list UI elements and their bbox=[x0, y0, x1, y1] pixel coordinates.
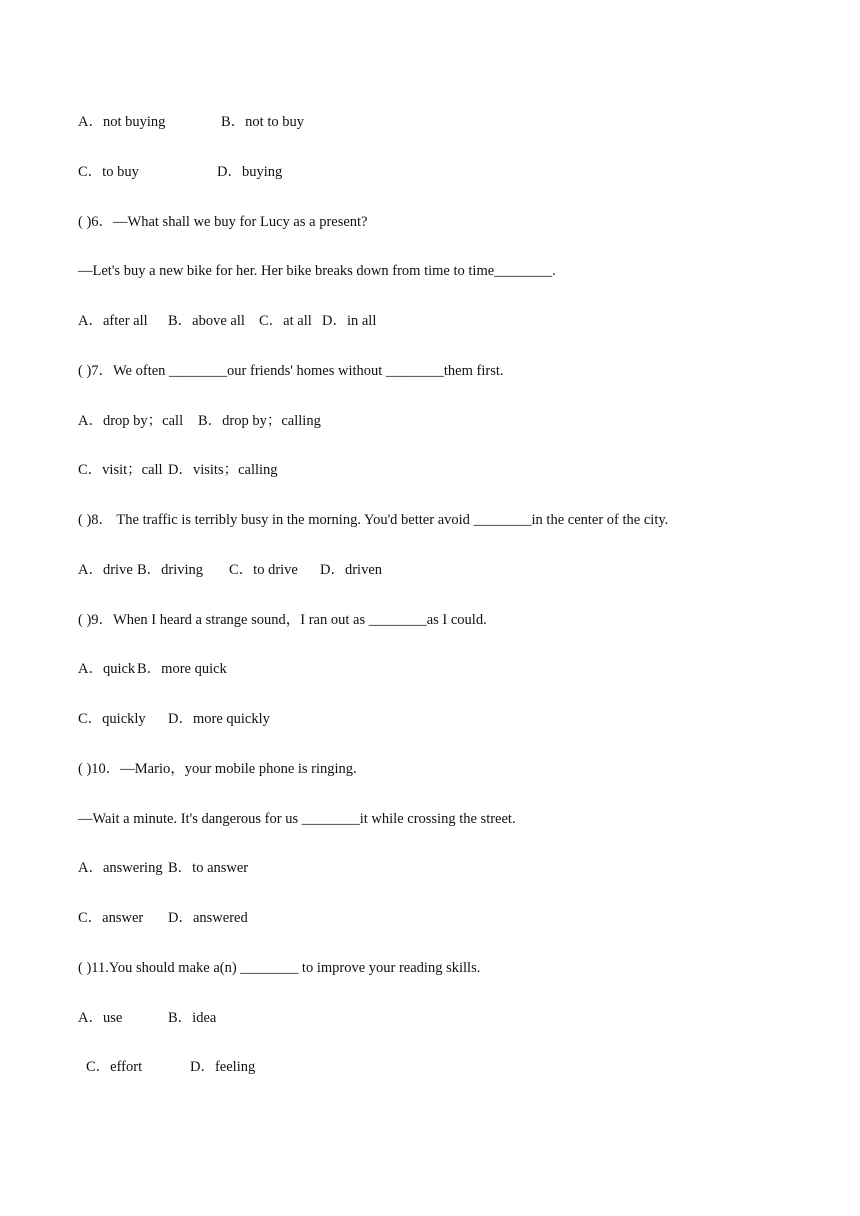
question-6-response: —Let's buy a new bike for her. Her bike breaks down from time to time________. bbox=[78, 263, 556, 279]
option-b: B．above all bbox=[168, 313, 245, 329]
option-a: A．after all bbox=[78, 313, 148, 329]
question-11: ( )11.You should make a(n) ________ to improve your reading skills. bbox=[78, 960, 481, 976]
option-d: D．feeling bbox=[190, 1059, 256, 1075]
option-c: C．at all bbox=[259, 313, 312, 329]
option-c: C．visit；call bbox=[78, 462, 163, 478]
option-a: A．answering bbox=[78, 860, 163, 876]
option-a: A．drop by；call bbox=[78, 413, 184, 429]
question-8: ( )8． The traffic is terribly busy in the morning. You'd better avoid ________in the center of the city. bbox=[78, 512, 669, 528]
option-b: B．driving bbox=[137, 562, 204, 578]
option-a: A．drive bbox=[78, 562, 133, 578]
option-d: D．driven bbox=[320, 562, 383, 578]
option-b: B．drop by；calling bbox=[198, 413, 321, 429]
question-7: ( )7．We often ________our friends' homes without ________them first. bbox=[78, 363, 504, 379]
option-b: B．idea bbox=[168, 1010, 217, 1026]
option-a: A．not buying bbox=[78, 114, 166, 130]
option-c: C．to buy bbox=[78, 164, 139, 180]
question-6: ( )6．—What shall we buy for Lucy as a present? bbox=[78, 214, 368, 230]
question-10: ( )10．—Mario，your mobile phone is ringing. bbox=[78, 761, 357, 777]
option-b: B．not to buy bbox=[221, 114, 304, 130]
option-c: C．quickly bbox=[78, 711, 146, 727]
option-c: C．to drive bbox=[229, 562, 298, 578]
option-a: A．use bbox=[78, 1010, 123, 1026]
option-c: C．answer bbox=[78, 910, 144, 926]
option-b: B．to answer bbox=[168, 860, 249, 876]
option-d: D．in all bbox=[322, 313, 377, 329]
option-d: D．more quickly bbox=[168, 711, 270, 727]
option-a: A．quick bbox=[78, 661, 136, 677]
question-9: ( )9．When I heard a strange sound，I ran out as ________as I could. bbox=[78, 612, 487, 628]
option-d: D．visits；calling bbox=[168, 462, 278, 478]
option-b: B．more quick bbox=[137, 661, 227, 677]
option-d: D．answered bbox=[168, 910, 248, 926]
question-10-response: —Wait a minute. It's dangerous for us ________it while crossing the street. bbox=[78, 811, 516, 827]
option-d: D．buying bbox=[217, 164, 283, 180]
option-c: C．effort bbox=[86, 1059, 143, 1075]
